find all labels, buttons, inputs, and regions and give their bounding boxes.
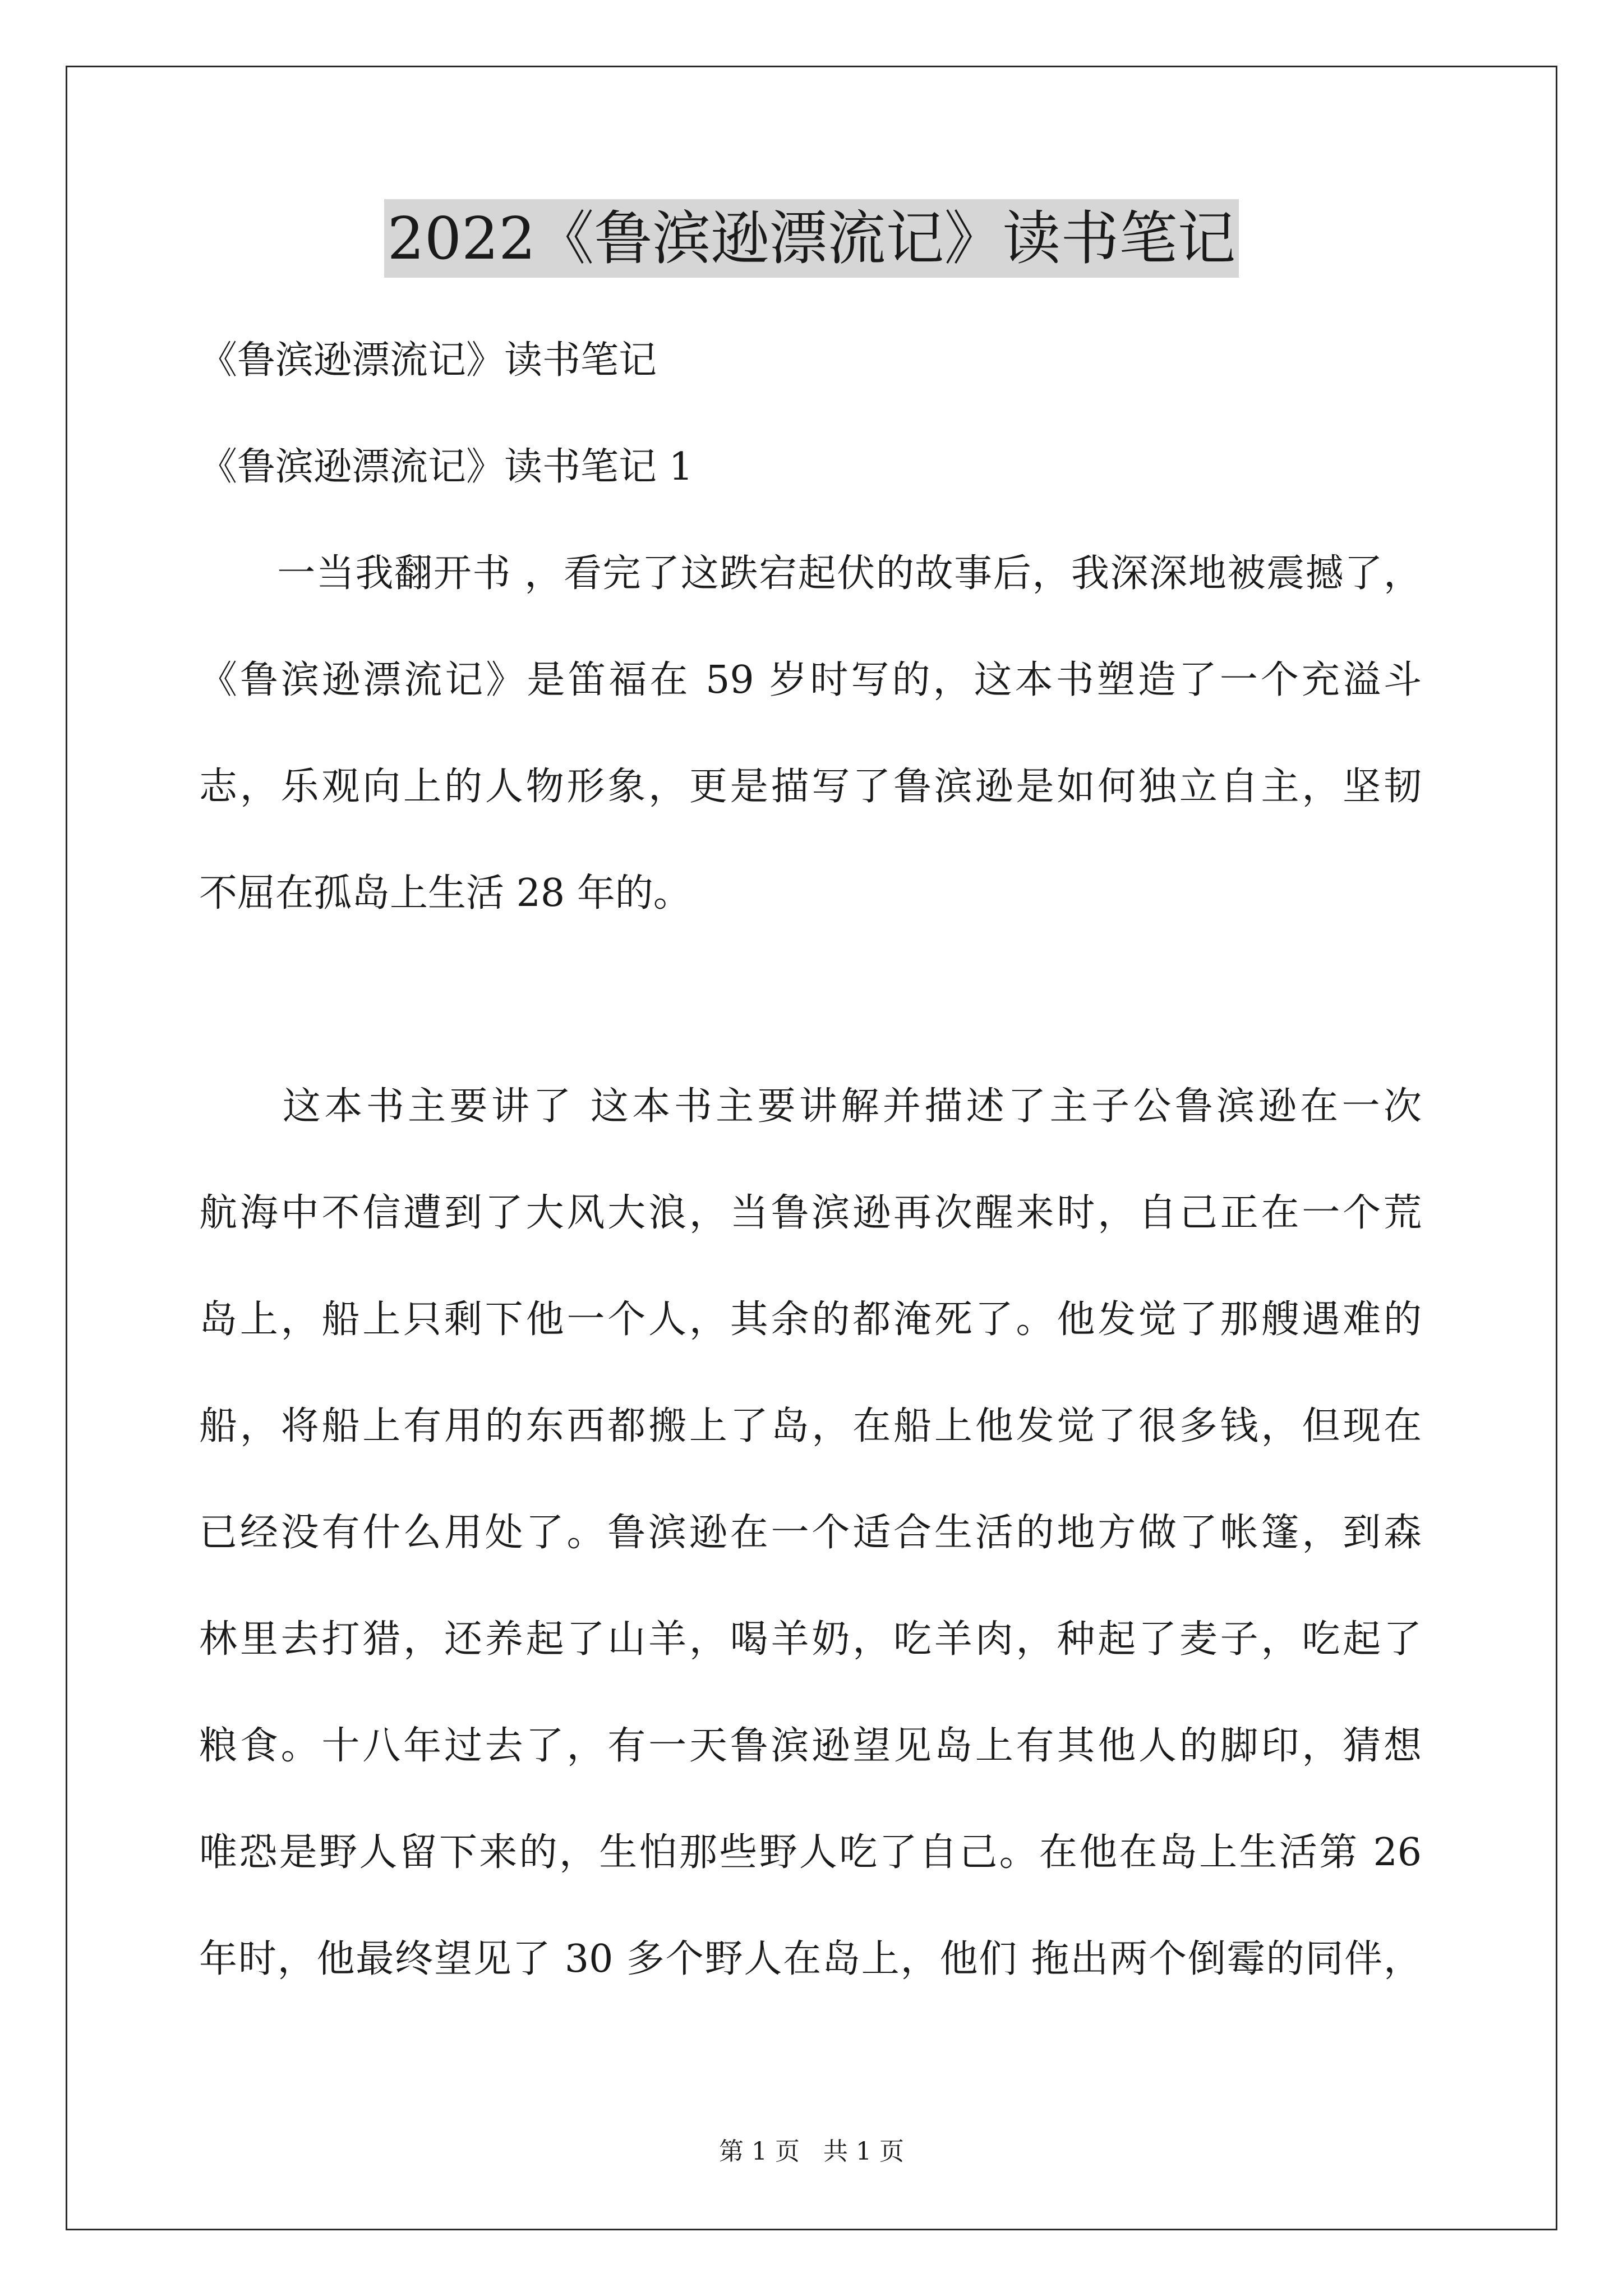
section-heading: 《鲁滨逊漂流记》读书笔记 1 xyxy=(199,445,693,489)
page-total: 共 1 页 xyxy=(823,2137,904,2166)
paragraph-line: 年时，他最终望见了 30 多个野人在岛上，他们 拖出两个倒霉的同伴， xyxy=(199,1937,1422,1981)
paragraph-line: 一当我翻开书 ，看完了这跌宕起伏的故事后，我深深地被震撼了， xyxy=(199,551,1422,596)
paragraph-line: 《鲁滨逊漂流记》是笛福在 59 岁时写的，这本书塑造了一个充溢斗 xyxy=(199,658,1422,702)
paragraph-1 xyxy=(199,521,1422,947)
page-number: 第 1 页 xyxy=(719,2137,800,2166)
document-subtitle: 《鲁滨逊漂流记》读书笔记 xyxy=(199,338,657,383)
paragraph-line: 这本书主要讲了 这本书主要讲解并描述了主子公鲁滨逊在一次 xyxy=(199,1084,1422,1129)
paragraph-line: 船，将船上有用的东西都搬上了岛，在船上他发觉了很多钱，但现在 xyxy=(199,1404,1422,1448)
paragraph-line: 不屈在孤岛上生活 28 年的。 xyxy=(199,871,691,915)
page-footer xyxy=(0,2135,1623,2169)
document-body xyxy=(199,307,1422,2013)
paragraph-gap xyxy=(199,947,1422,1053)
paragraph-line: 已经没有什么用处了。鲁滨逊在一个适合生活的地方做了帐篷，到森 xyxy=(199,1511,1422,1555)
paragraph-2 xyxy=(199,1053,1422,2013)
paragraph-line: 航海中不信遭到了大风大浪，当鲁滨逊再次醒来时，自己正在一个荒 xyxy=(199,1191,1422,1235)
paragraph-line: 粮食。十八年过去了，有一天鲁滨逊望见岛上有其他人的脚印，猜想 xyxy=(199,1724,1422,1768)
paragraph-line: 唯恐是野人留下来的，生怕那些野人吃了自己。在他在岛上生活第 26 xyxy=(199,1830,1422,1875)
paragraph-line: 岛上，船上只剩下他一个人，其余的都淹死了。他发觉了那艘遇难的 xyxy=(199,1297,1422,1342)
document-title: 2022《鲁滨逊漂流记》读书笔记 xyxy=(384,199,1239,278)
title-container xyxy=(0,199,1623,278)
paragraph-line: 志，乐观向上的人物形象，更是描写了鲁滨逊是如何独立自主，坚韧 xyxy=(199,765,1422,809)
paragraph-line: 林里去打猎，还养起了山羊，喝羊奶，吃羊肉，种起了麦子，吃起了 xyxy=(199,1617,1422,1662)
